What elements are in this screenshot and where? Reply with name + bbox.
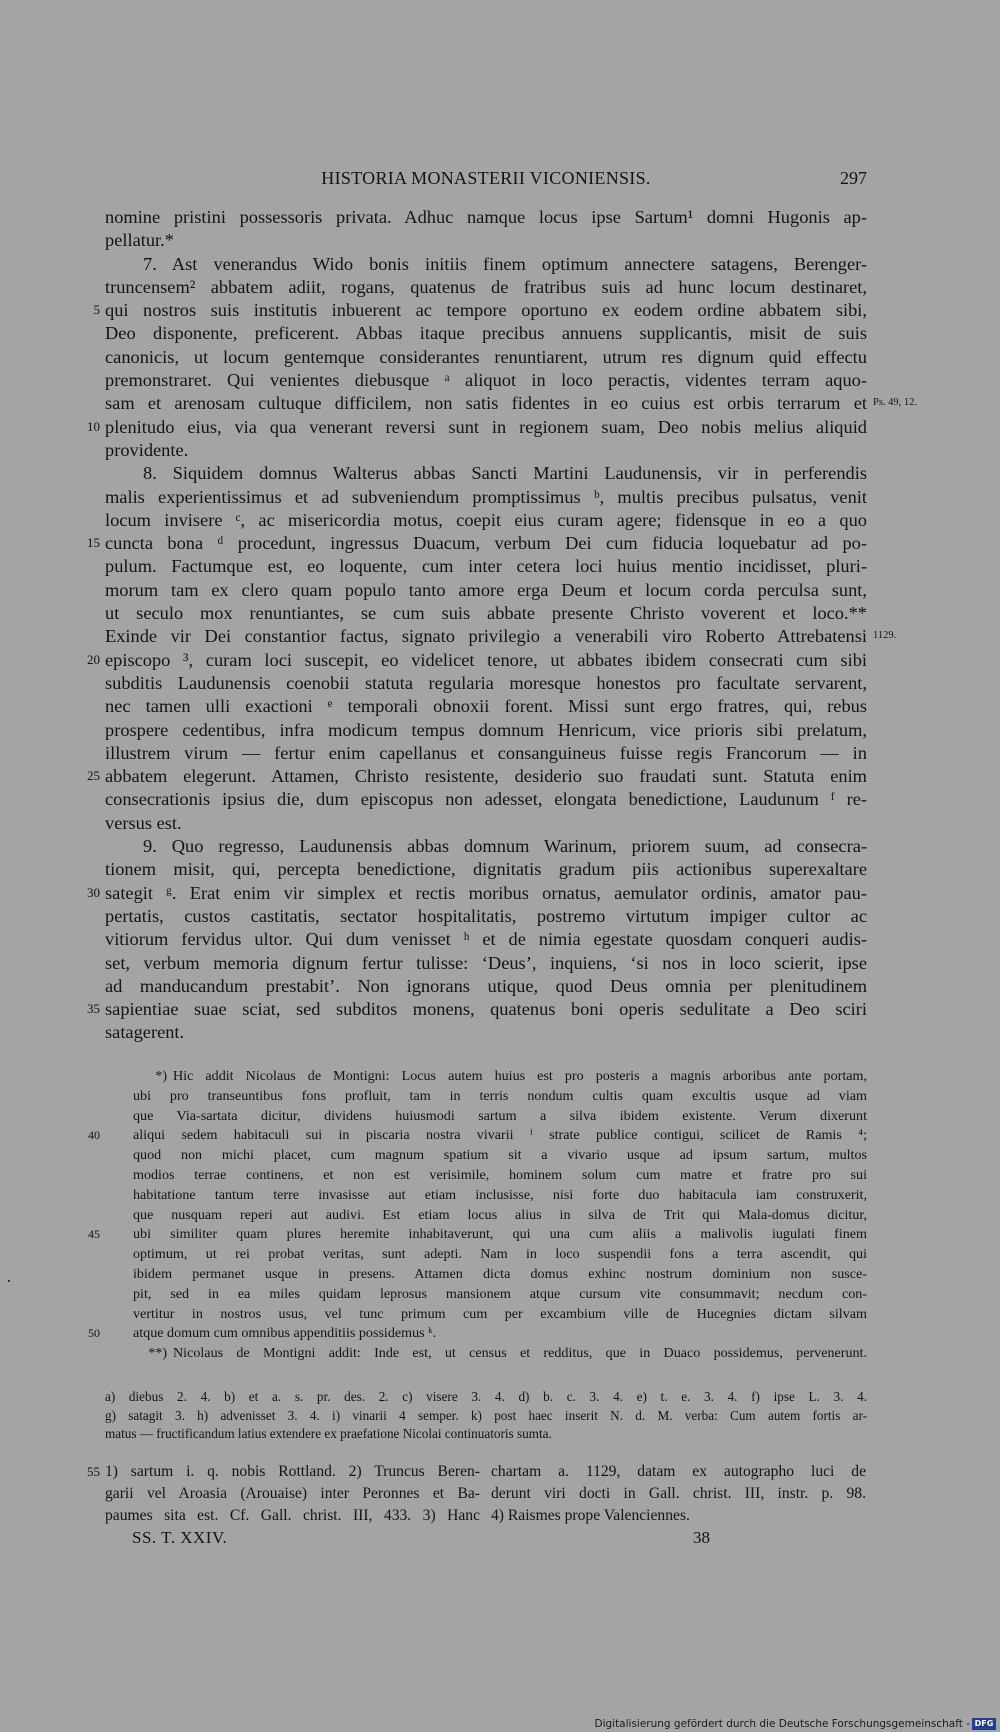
footnote-line — [0, 1206, 1000, 1226]
volume-signature: SS. T. XXIV. — [132, 1528, 228, 1547]
line-text: pulum. Factumque est, eo loquente, cum inter cetera loci huius mentio incidisset, pluri- — [105, 556, 867, 577]
footnote-text: optimum, ut rei probat veritas, sunt adepti. Nam in loco suspendii fons a terra ascendit, qui — [133, 1246, 867, 1263]
text-line — [0, 229, 1000, 252]
variant-readings — [0, 1388, 1000, 1444]
line-text: pellatur.* — [105, 230, 174, 251]
editor-note-line: paumes sita est. Cf. Gall. christ. III, 433. 3) Hanc — [105, 1506, 480, 1524]
editor-note-line: garii vel Aroasia (Arouaise) inter Peronnes et Ba- — [105, 1484, 480, 1502]
footnote-line — [0, 1245, 1000, 1265]
footnote-text: ubi similiter quam plures heremite inhabitaverunt, qui una cum aliis a malivolis iugulati finem — [133, 1226, 867, 1243]
line-text: sapientiae suae sciat, sed subditos monens, quatenus boni operis sedulitate a Deo sciri — [105, 999, 867, 1020]
text-line — [0, 928, 1000, 951]
line-text: nomine pristini possessoris privata. Adhuc namque locus ipse Sartum¹ domni Hugonis ap- — [105, 207, 867, 227]
line-text: Exinde vir Dei constantior factus, signato privilegio a venerabili viro Roberto Attrebatensi — [105, 626, 867, 647]
text-line — [0, 486, 1000, 509]
text-line — [0, 602, 1000, 625]
line-number: 20 — [87, 651, 100, 667]
text-line — [0, 439, 1000, 462]
footnote-line — [0, 1344, 1000, 1364]
text-line — [0, 509, 1000, 532]
main-text — [0, 206, 1000, 1045]
editor-note-line: chartam a. 1129, datam ex autographo luci de — [491, 1463, 866, 1480]
text-line — [0, 532, 1000, 555]
variant-text: a) diebus 2. 4. b) et a. s. pr. des. 2. c) visere 3. 4. d) b. c. 3. 4. e) t. e. 3. 4. f) ipse L. 3. 4. — [105, 1389, 867, 1404]
text-line — [0, 649, 1000, 672]
text-line — [0, 625, 1000, 648]
text-line — [0, 882, 1000, 905]
footnote-line — [0, 1225, 1000, 1245]
editor-note-line: 4) Raismes prope Valenciennes. — [491, 1506, 690, 1524]
line-text: morum tam ex clero quam populo tanto amore erga Deum et locum corda perculsa sunt, — [105, 579, 867, 600]
editor-note-line: derunt viri docti in Gall. christ. III, instr. p. 98. — [491, 1484, 866, 1502]
footnote-marker: *) — [155, 1069, 167, 1084]
line-text: abbatem elegerunt. Attamen, Christo resistente, desiderio suo fraudati sunt. Statuta enim — [105, 766, 867, 787]
text-line — [0, 276, 1000, 299]
variant-text: matus — fructificandum latius extendere ex praefatione Nicolai continuatoris sumta. — [105, 1426, 552, 1442]
line-text: 9. Quo regresso, Laudunensis abbas domnum Warinum, priorem suum, ad consecra- — [143, 836, 867, 857]
line-number: 10 — [87, 418, 100, 434]
line-text: illustrem virum — fertur enim capellanus et consanguineus fuisse regis Francorum — in — [105, 742, 867, 763]
text-line — [0, 998, 1000, 1021]
line-text: sategit ᵍ. Erat enim vir simplex et rectis moribus ornatus, aemulator ordinis, amator pau- — [105, 882, 867, 903]
text-line — [0, 253, 1000, 276]
footnote-line — [0, 1186, 1000, 1206]
gathering-mark: 38 — [693, 1528, 710, 1547]
text-line — [0, 206, 1000, 229]
text-line — [0, 905, 1000, 928]
line-text: set, verbum memoria dignum fertur tulisse: ‘Deus’, inquiens, ‘si nos in loco scierit, ipse — [105, 952, 867, 973]
line-text: cuncta bona ᵈ procedunt, ingressus Duacum, verbum Dei cum fiducia loquebatur ad po- — [105, 533, 867, 554]
line-text: ad manducandum prestabit’. Non ignorans utique, quod Deus omnia per plenitudinem — [105, 975, 867, 996]
digitization-credit: Digitalisierung gefördert durch die Deutsche Forschungsgemeinschaft - — [594, 1718, 970, 1730]
dfg-logo: DFG — [972, 1718, 996, 1730]
editor-note-line: 1) sartum i. q. nobis Rottland. 2) Truncus Beren- — [105, 1463, 480, 1480]
footnote-text: ubi pro transeuntibus fons profluit, tam in terris nondum cultis quam excultis usque ad viam — [133, 1087, 867, 1104]
line-text: truncensem² abbatem adiit, rogans, quatenus de fratribus suis ad hunc locum destinaret, — [105, 276, 867, 297]
line-text: ut seculo mox renuntiantes, se cum suis abbate presente Christo voverent et loco.** — [105, 603, 867, 624]
line-text: nec tamen ulli exactioni ᵉ temporali obnoxii forent. Missi sunt ergo fratres, qui, rebus — [105, 696, 867, 717]
line-text: plenitudo eius, via qua venerant reversi sunt in regionem suam, Deo nobis melius aliquid — [105, 416, 867, 437]
text-line — [0, 322, 1000, 345]
footnote-line — [0, 1126, 1000, 1146]
footnote-marker: **) — [148, 1346, 167, 1362]
footnote-text: Nicolaus de Montigni addit: Inde est, ut census et redditus, que in Duaco possidemus, pervenerunt. — [173, 1345, 867, 1362]
footnote-text: habitatione tantum terre invasisse aut etiam inclusisse, nisi forte duo habitacula iam construxerit, — [133, 1186, 867, 1203]
footnote-text: atque domum cum omnibus appenditiis possidemus ᵏ. — [133, 1325, 437, 1342]
text-line — [0, 672, 1000, 695]
text-line — [0, 1021, 1000, 1044]
text-line — [0, 579, 1000, 602]
footnote-text: que nusquam reperi aut audivi. Est etiam locus alius in silva de Trit qui Mala-domus dicitur, — [133, 1206, 867, 1223]
text-line — [0, 299, 1000, 322]
footnote-text: que Via-sartata dicitur, dividens huiusmodi sartum a silva ibidem existente. Verum dixerunt — [133, 1107, 867, 1124]
text-line — [0, 765, 1000, 788]
line-number: 45 — [88, 1227, 100, 1242]
line-text: versus est. — [105, 812, 182, 833]
page-number: 297 — [840, 168, 867, 188]
line-number: 15 — [87, 535, 100, 551]
footnote-line — [0, 1305, 1000, 1325]
footnote-line — [0, 1166, 1000, 1186]
line-number: 55 — [87, 1464, 100, 1479]
line-text: episcopo ³, curam loci suscepit, eo videlicet tenore, ut abbates ibidem consecrati cum sibi — [105, 649, 867, 670]
line-text: tionem misit, qui, percepta benedictione, dignitatis gradum piis actionibus superexaltare — [105, 859, 867, 880]
line-text: premonstraret. Qui venientes diebusque ᵃ aliquot in loco peractis, videntes terram aquo- — [105, 370, 867, 391]
footnote-line — [0, 1324, 1000, 1344]
editor-notes — [0, 1461, 1000, 1527]
line-text: subditis Laudunensis coenobii statuta regularia moresque honestos pro facultate servarent, — [105, 672, 867, 693]
margin-reference: 1129. — [873, 630, 897, 642]
footnote-text: pit, sed in ea miles quidam leprosus mansionem atque cursum vite consummavit; necdum con- — [133, 1285, 867, 1302]
text-line — [0, 835, 1000, 858]
text-line — [0, 392, 1000, 415]
footnotes — [0, 1067, 1000, 1364]
text-line — [0, 975, 1000, 998]
running-header — [105, 168, 867, 194]
running-title: HISTORIA MONASTERII VICONIENSIS. — [321, 168, 651, 188]
line-number: 5 — [93, 302, 100, 318]
line-number: 25 — [87, 768, 100, 784]
line-text: satagerent. — [105, 1022, 185, 1043]
text-line — [0, 742, 1000, 765]
footnote-text: Hic addit Nicolaus de Montigni: Locus autem huius est pro posteris a magnis arboribus ante portam, — [173, 1068, 867, 1084]
line-text: prospere cedentibus, infra modicum tempus domnum Henricum, vice prioris sibi prelatum, — [105, 719, 867, 740]
text-line — [0, 555, 1000, 578]
footnote-text: modios terrae continens, et non est verisimile, hominem solum cum matre et fratre pro sui — [133, 1166, 867, 1183]
variant-line — [0, 1407, 1000, 1426]
line-text: sam et arenosam cultuque difficilem, non satis fidentes in eo cuius est orbis terrarum et — [105, 393, 867, 414]
footnote-line — [0, 1265, 1000, 1285]
digitization-credit-bar — [0, 1715, 1000, 1732]
line-text: canonicis, ut locum gentemque considerantes renuntiarent, utrum res dignum quid effectu — [105, 346, 867, 367]
line-text: Deo disponente, preficerent. Abbas itaque precibus annuens supplicantis, misit de suis — [105, 323, 867, 344]
variant-line — [0, 1388, 1000, 1407]
text-line — [0, 462, 1000, 485]
line-number: 40 — [88, 1128, 100, 1143]
footnote-line — [0, 1107, 1000, 1127]
line-number: 50 — [88, 1326, 100, 1341]
text-line — [0, 369, 1000, 392]
line-text: pertatis, custos castitatis, sectator hospitalitatis, postremo virtutum impiger cultor ac — [105, 905, 867, 926]
text-line — [0, 952, 1000, 975]
line-text: qui nostros suis institutis inbuerent ac tempore oportuno ex eodem ordine abbatem sibi, — [105, 300, 867, 321]
footnote-line — [0, 1285, 1000, 1305]
line-text: 7. Ast venerandus Wido bonis initiis finem optimum annectere satagens, Berenger- — [143, 253, 867, 274]
text-line — [0, 719, 1000, 742]
footnote-line — [0, 1087, 1000, 1107]
text-line — [0, 346, 1000, 369]
line-text: locum invisere ᶜ, ac misericordia motus, coepit eius curam agere; fidensque in eo a quo — [105, 509, 867, 530]
footnote-text: aliqui sedem habitaculi sui in piscaria nostra vivarii ⁱ strate publice contigui, scilicet de Ramis ⁴; — [133, 1127, 867, 1144]
text-line — [0, 858, 1000, 881]
editor-notes-right-column — [491, 1461, 866, 1526]
line-text: providente. — [105, 439, 189, 460]
line-number: 30 — [87, 884, 100, 900]
line-text: 8. Siquidem domnus Walterus abbas Sancti Martini Laudunensis, vir in perferendis — [143, 463, 867, 484]
footnote-text: quod non michi placet, cum magnum spatium sit a vivario usque ad ipsum sartum, multos — [133, 1147, 867, 1164]
variant-line — [0, 1425, 1000, 1444]
text-line — [0, 788, 1000, 811]
text-line — [0, 812, 1000, 835]
variant-text: g) satagit 3. h) advenisset 3. 4. i) vinarii 4 semper. k) post haec inserit N. d. M. verba: Cum autem fortis ar- — [105, 1407, 867, 1423]
footnote-line — [0, 1067, 1000, 1087]
line-text: vitiorum fervidus ultor. Qui dum venisset ʰ et de nimia egestate quosdam conqueri audis- — [105, 929, 867, 950]
editor-notes-left-column — [105, 1461, 480, 1526]
line-text: consecrationis ipsius die, dum episcopus non adesset, elongata benedictione, Laudunum ᶠ re- — [105, 789, 867, 810]
scan-speck — [8, 1280, 10, 1282]
text-line — [0, 416, 1000, 439]
text-line — [0, 695, 1000, 718]
line-text: malis experientissimus et ad subveniendum promptissimus ᵇ, multis precibus pulsatus, venit — [105, 486, 867, 507]
footnote-text: vertitur in nostros usus, vel tunc primum cum per excambium ville de Hucegnies dictam silvam — [133, 1305, 867, 1322]
margin-reference: Ps. 49, 12. — [873, 397, 918, 409]
line-number: 35 — [87, 1001, 100, 1017]
footnote-line — [0, 1146, 1000, 1166]
footnote-text: ibidem permanet usque in presens. Attamen dicta domus exhinc nostrum dominium non susce- — [133, 1265, 867, 1282]
